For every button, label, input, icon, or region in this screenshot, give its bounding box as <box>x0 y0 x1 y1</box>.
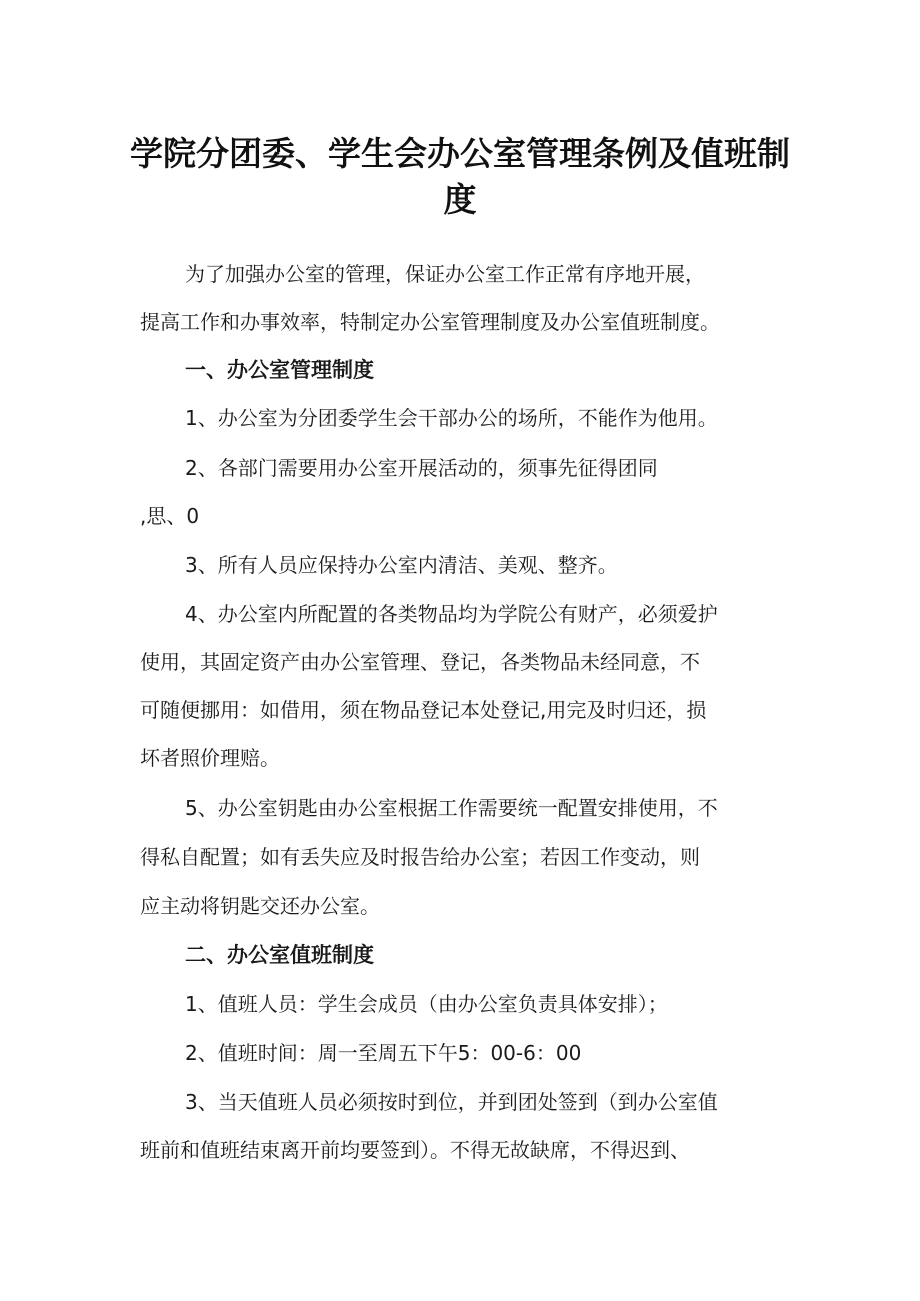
section-1-item-5-line-1: 5、办公室钥匙由办公室根据工作需要统一配置安排使用，不 <box>185 796 718 820</box>
section-1-item-1: 1、办公室为分团委学生会干部办公的场所，不能作为他用。 <box>185 406 718 430</box>
section-2-heading: 二、办公室值班制度 <box>185 943 374 967</box>
document-title-line-2: 度 <box>443 180 477 219</box>
section-1-item-4-line-2: 使用，其固定资产由办公室管理、登记，各类物品未经同意，不 <box>140 650 700 674</box>
section-2-item-3-line-1: 3、当天值班人员必须按时到位，并到团处签到（到办公室值 <box>185 1090 718 1114</box>
section-1-item-4-line-3: 可随便挪用：如借用，须在物品登记本处登记,用完及时归还，损 <box>140 698 707 722</box>
section-1-item-2-line-2: ,思、0 <box>140 504 200 528</box>
section-1-heading: 一、办公室管理制度 <box>185 358 374 382</box>
intro-line-2: 提高工作和办事效率，特制定办公室管理制度及办公室值班制度。 <box>140 310 720 334</box>
section-1-item-4-line-4: 坏者照价理赔。 <box>140 746 280 770</box>
section-2-item-1: 1、值班人员：学生会成员（由办公室负责具体安排）； <box>185 992 668 1016</box>
intro-line-1: 为了加强办公室的管理，保证办公室工作正常有序地开展， <box>185 262 705 286</box>
document-title-line-1: 学院分团委、学生会办公室管理条例及值班制 <box>130 134 790 173</box>
section-1-item-5-line-3: 应主动将钥匙交还办公室。 <box>140 894 380 918</box>
section-1-item-3: 3、所有人员应保持办公室内清洁、美观、整齐。 <box>185 553 618 577</box>
section-1-item-4-line-1: 4、办公室内所配置的各类物品均为学院公有财产，必须爱护 <box>185 602 718 626</box>
section-1-item-5-line-2: 得私自配置；如有丢失应及时报告给办公室；若因工作变动，则 <box>140 845 700 869</box>
section-1-item-2-line-1: 2、各部门需要用办公室开展活动的，须事先征得团同 <box>185 456 658 480</box>
section-2-item-2: 2、值班时间：周一至周五下午5：00-6：00 <box>185 1041 582 1065</box>
section-2-item-3-line-2: 班前和值班结束离开前均要签到）。不得无故缺席，不得迟到、 <box>140 1138 690 1162</box>
